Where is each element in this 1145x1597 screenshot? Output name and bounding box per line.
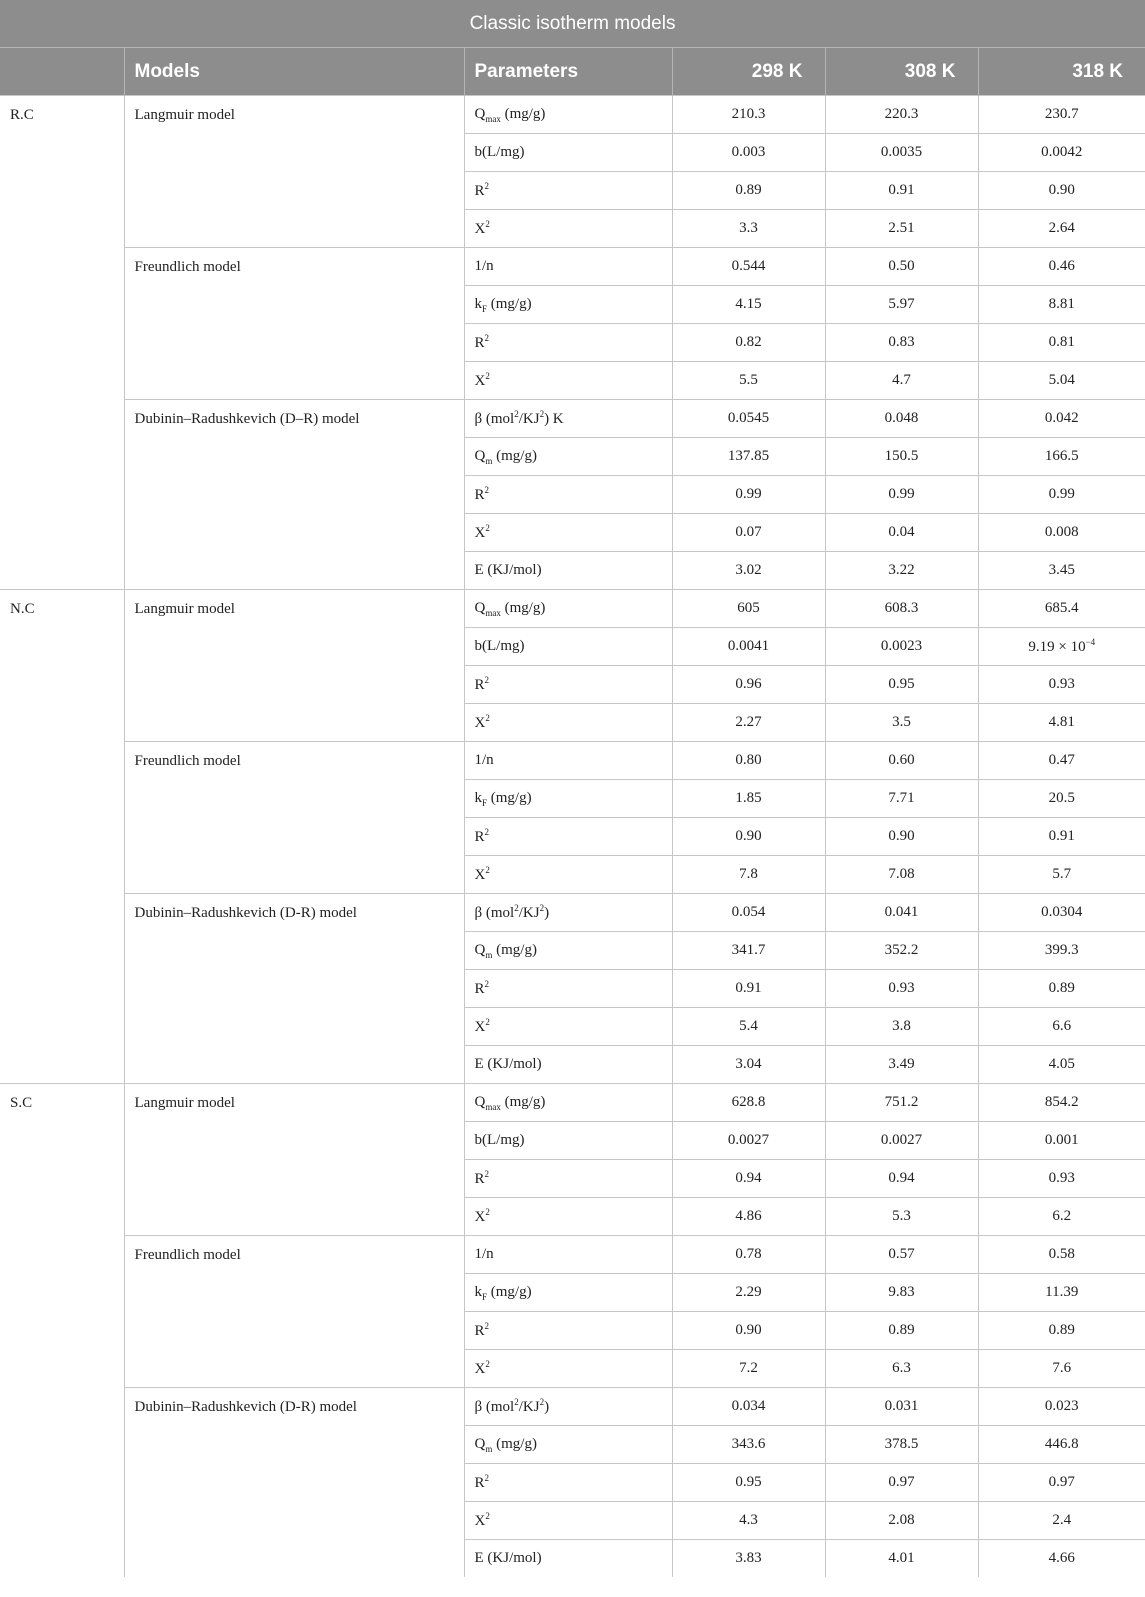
value-cell: 0.99 xyxy=(672,476,825,514)
value-cell: 6.2 xyxy=(978,1198,1145,1236)
value-cell: 0.90 xyxy=(672,818,825,856)
value-cell: 0.91 xyxy=(672,970,825,1008)
value-cell: 0.97 xyxy=(825,1464,978,1502)
value-cell: 3.45 xyxy=(978,552,1145,590)
parameter-cell: $Q_{max}$ (mg/g) xyxy=(464,96,672,134)
value-cell: 0.93 xyxy=(978,666,1145,704)
value-cell: 0.58 xyxy=(978,1236,1145,1274)
value-cell: 0.04 xyxy=(825,514,978,552)
value-cell: 1.85 xyxy=(672,780,825,818)
header-318k: 318 K xyxy=(978,48,1145,96)
value-cell: 0.0304 xyxy=(978,894,1145,932)
model-name: Dubinin–Radushkevich (D-R) model xyxy=(124,894,464,1084)
value-cell: 7.6 xyxy=(978,1350,1145,1388)
model-name: Langmuir model xyxy=(124,96,464,248)
parameter-cell: $X^2$ xyxy=(464,210,672,248)
value-cell: 0.89 xyxy=(672,172,825,210)
parameter-cell: $X^2$ xyxy=(464,362,672,400)
value-cell: 7.2 xyxy=(672,1350,825,1388)
value-cell: 166.5 xyxy=(978,438,1145,476)
value-cell: 0.80 xyxy=(672,742,825,780)
parameter-cell: $R^2$ xyxy=(464,476,672,514)
table-row xyxy=(0,1236,1145,1274)
value-cell: 4.3 xyxy=(672,1502,825,1540)
parameter-cell: b(L/mg) xyxy=(464,134,672,172)
parameter-cell: β $(mol^2/KJ^2)$ xyxy=(464,1388,672,1426)
value-cell: 2.08 xyxy=(825,1502,978,1540)
value-cell: 3.22 xyxy=(825,552,978,590)
value-cell: 7.71 xyxy=(825,780,978,818)
value-cell: 0.0027 xyxy=(825,1122,978,1160)
value-cell: 4.81 xyxy=(978,704,1145,742)
value-cell: 3.83 xyxy=(672,1540,825,1578)
model-name: Langmuir model xyxy=(124,590,464,742)
value-cell: 5.3 xyxy=(825,1198,978,1236)
parameter-cell: $Q_m$ (mg/g) xyxy=(464,438,672,476)
value-cell: 343.6 xyxy=(672,1426,825,1464)
value-cell: 2.64 xyxy=(978,210,1145,248)
table-row xyxy=(0,248,1145,286)
table-row xyxy=(0,894,1145,932)
header-298k: 298 K xyxy=(672,48,825,96)
value-cell: 0.544 xyxy=(672,248,825,286)
parameter-cell: $R^2$ xyxy=(464,818,672,856)
value-cell: 3.5 xyxy=(825,704,978,742)
parameter-cell: $k_F$ (mg/g) xyxy=(464,1274,672,1312)
parameter-cell: $R^2$ xyxy=(464,172,672,210)
value-cell: 3.3 xyxy=(672,210,825,248)
value-cell: 0.90 xyxy=(978,172,1145,210)
value-cell: 0.47 xyxy=(978,742,1145,780)
value-cell: 210.3 xyxy=(672,96,825,134)
value-cell: 0.97 xyxy=(978,1464,1145,1502)
parameter-cell: E (KJ/mol) xyxy=(464,1540,672,1578)
value-cell: 3.04 xyxy=(672,1046,825,1084)
value-cell: 0.95 xyxy=(672,1464,825,1502)
value-cell: 230.7 xyxy=(978,96,1145,134)
value-cell: 0.90 xyxy=(672,1312,825,1350)
parameter-cell: $X^2$ xyxy=(464,1350,672,1388)
value-cell: 4.15 xyxy=(672,286,825,324)
value-cell: 751.2 xyxy=(825,1084,978,1122)
value-cell: 0.99 xyxy=(825,476,978,514)
value-cell: 0.042 xyxy=(978,400,1145,438)
table-row xyxy=(0,400,1145,438)
value-cell: 4.66 xyxy=(978,1540,1145,1578)
value-cell: 6.3 xyxy=(825,1350,978,1388)
value-cell: 2.27 xyxy=(672,704,825,742)
parameter-cell: $X^2$ xyxy=(464,856,672,894)
value-cell: 0.78 xyxy=(672,1236,825,1274)
value-cell: 137.85 xyxy=(672,438,825,476)
parameter-cell: $X^2$ xyxy=(464,1198,672,1236)
value-cell: 0.50 xyxy=(825,248,978,286)
value-cell: 0.94 xyxy=(672,1160,825,1198)
value-cell: 0.93 xyxy=(978,1160,1145,1198)
parameter-cell: 1/n xyxy=(464,1236,672,1274)
value-cell: 352.2 xyxy=(825,932,978,970)
value-cell: 0.054 xyxy=(672,894,825,932)
header-group xyxy=(0,48,124,96)
value-cell: 220.3 xyxy=(825,96,978,134)
value-cell: 341.7 xyxy=(672,932,825,970)
value-cell: 0.91 xyxy=(825,172,978,210)
group-label: N.C xyxy=(0,590,124,1084)
parameter-cell: β $(mol^2/KJ^2)$ K xyxy=(464,400,672,438)
value-cell: 6.6 xyxy=(978,1008,1145,1046)
value-cell: 0.0035 xyxy=(825,134,978,172)
value-cell: 0.041 xyxy=(825,894,978,932)
parameter-cell: 1/n xyxy=(464,248,672,286)
value-cell: 0.99 xyxy=(978,476,1145,514)
group-label: R.C xyxy=(0,96,124,590)
value-cell: 5.5 xyxy=(672,362,825,400)
value-cell: 0.031 xyxy=(825,1388,978,1426)
value-cell: 0.57 xyxy=(825,1236,978,1274)
value-cell: 0.003 xyxy=(672,134,825,172)
value-cell: 7.08 xyxy=(825,856,978,894)
header-row xyxy=(0,48,1145,96)
parameter-cell: β $(mol^2/KJ^2)$ xyxy=(464,894,672,932)
value-cell: 11.39 xyxy=(978,1274,1145,1312)
parameter-cell: $Q_m$ (mg/g) xyxy=(464,1426,672,1464)
value-cell: 0.93 xyxy=(825,970,978,1008)
parameter-cell: $k_F$ (mg/g) xyxy=(464,286,672,324)
table-body xyxy=(0,96,1145,1578)
header-308k: 308 K xyxy=(825,48,978,96)
value-cell: 0.96 xyxy=(672,666,825,704)
value-cell: 5.04 xyxy=(978,362,1145,400)
value-cell: 2.51 xyxy=(825,210,978,248)
model-name: Langmuir model xyxy=(124,1084,464,1236)
model-name: Dubinin–Radushkevich (D-R) model xyxy=(124,1388,464,1578)
group-label: S.C xyxy=(0,1084,124,1578)
value-cell: 0.82 xyxy=(672,324,825,362)
value-cell: 5.97 xyxy=(825,286,978,324)
value-cell: 0.95 xyxy=(825,666,978,704)
value-cell: 5.4 xyxy=(672,1008,825,1046)
table-row xyxy=(0,96,1145,134)
value-cell: 605 xyxy=(672,590,825,628)
parameter-cell: $X^2$ xyxy=(464,704,672,742)
value-cell: 4.01 xyxy=(825,1540,978,1578)
parameter-cell: $R^2$ xyxy=(464,1160,672,1198)
value-cell: 0.001 xyxy=(978,1122,1145,1160)
parameter-cell: $Q_{max}$ (mg/g) xyxy=(464,1084,672,1122)
value-cell: 0.94 xyxy=(825,1160,978,1198)
parameter-cell: $X^2$ xyxy=(464,1502,672,1540)
parameter-cell: b(L/mg) xyxy=(464,1122,672,1160)
table-row xyxy=(0,742,1145,780)
value-cell: 0.048 xyxy=(825,400,978,438)
value-cell: 0.89 xyxy=(825,1312,978,1350)
value-cell: 0.90 xyxy=(825,818,978,856)
value-cell: 20.5 xyxy=(978,780,1145,818)
value-cell: 150.5 xyxy=(825,438,978,476)
model-name: Freundlich model xyxy=(124,248,464,400)
table-caption-row xyxy=(0,0,1145,48)
parameter-cell: $Q_m$ (mg/g) xyxy=(464,932,672,970)
parameter-cell: $R^2$ xyxy=(464,1464,672,1502)
value-cell: 0.0042 xyxy=(978,134,1145,172)
value-cell: 7.8 xyxy=(672,856,825,894)
value-cell: 0.83 xyxy=(825,324,978,362)
value-cell: 608.3 xyxy=(825,590,978,628)
value-cell: 0.0023 xyxy=(825,628,978,666)
value-cell: 378.5 xyxy=(825,1426,978,1464)
value-cell: 0.008 xyxy=(978,514,1145,552)
value-cell: 2.29 xyxy=(672,1274,825,1312)
parameter-cell: $X^2$ xyxy=(464,1008,672,1046)
value-cell: 0.023 xyxy=(978,1388,1145,1426)
value-cell: 3.02 xyxy=(672,552,825,590)
value-cell: 2.4 xyxy=(978,1502,1145,1540)
value-cell: 399.3 xyxy=(978,932,1145,970)
value-cell: 0.89 xyxy=(978,1312,1145,1350)
parameter-cell: $Q_{max}$ (mg/g) xyxy=(464,590,672,628)
header-models: Models xyxy=(124,48,464,96)
value-cell: 5.7 xyxy=(978,856,1145,894)
value-cell: 3.8 xyxy=(825,1008,978,1046)
value-cell: 0.0041 xyxy=(672,628,825,666)
parameter-cell: $R^2$ xyxy=(464,970,672,1008)
parameter-cell: 1/n xyxy=(464,742,672,780)
value-cell: 0.0027 xyxy=(672,1122,825,1160)
table-row xyxy=(0,1388,1145,1426)
value-cell: 0.0545 xyxy=(672,400,825,438)
value-cell: 854.2 xyxy=(978,1084,1145,1122)
value-cell: 628.8 xyxy=(672,1084,825,1122)
value-cell: 0.60 xyxy=(825,742,978,780)
parameter-cell: $k_F$ (mg/g) xyxy=(464,780,672,818)
value-cell: 4.86 xyxy=(672,1198,825,1236)
header-parameters: Parameters xyxy=(464,48,672,96)
table-row xyxy=(0,1084,1145,1122)
value-cell: 4.7 xyxy=(825,362,978,400)
table-row xyxy=(0,590,1145,628)
model-name: Dubinin–Radushkevich (D–R) model xyxy=(124,400,464,590)
parameter-cell: E (KJ/mol) xyxy=(464,1046,672,1084)
value-cell: 3.49 xyxy=(825,1046,978,1084)
value-cell: 8.81 xyxy=(978,286,1145,324)
value-cell: 9.83 xyxy=(825,1274,978,1312)
value-cell: 0.91 xyxy=(978,818,1145,856)
value-cell: 0.89 xyxy=(978,970,1145,1008)
parameter-cell: $R^2$ xyxy=(464,324,672,362)
value-cell: 0.46 xyxy=(978,248,1145,286)
model-name: Freundlich model xyxy=(124,742,464,894)
parameter-cell: E (KJ/mol) xyxy=(464,552,672,590)
value-cell: 4.05 xyxy=(978,1046,1145,1084)
parameter-cell: $R^2$ xyxy=(464,666,672,704)
parameter-cell: b(L/mg) xyxy=(464,628,672,666)
value-cell: 446.8 xyxy=(978,1426,1145,1464)
parameter-cell: $X^2$ xyxy=(464,514,672,552)
value-cell: $9.19 \times 10^{-4}$ xyxy=(978,628,1145,666)
parameter-cell: $R^2$ xyxy=(464,1312,672,1350)
table-caption: Classic isotherm models xyxy=(0,0,1145,48)
value-cell: 0.81 xyxy=(978,324,1145,362)
value-cell: 0.034 xyxy=(672,1388,825,1426)
value-cell: 685.4 xyxy=(978,590,1145,628)
value-cell: 0.07 xyxy=(672,514,825,552)
model-name: Freundlich model xyxy=(124,1236,464,1388)
